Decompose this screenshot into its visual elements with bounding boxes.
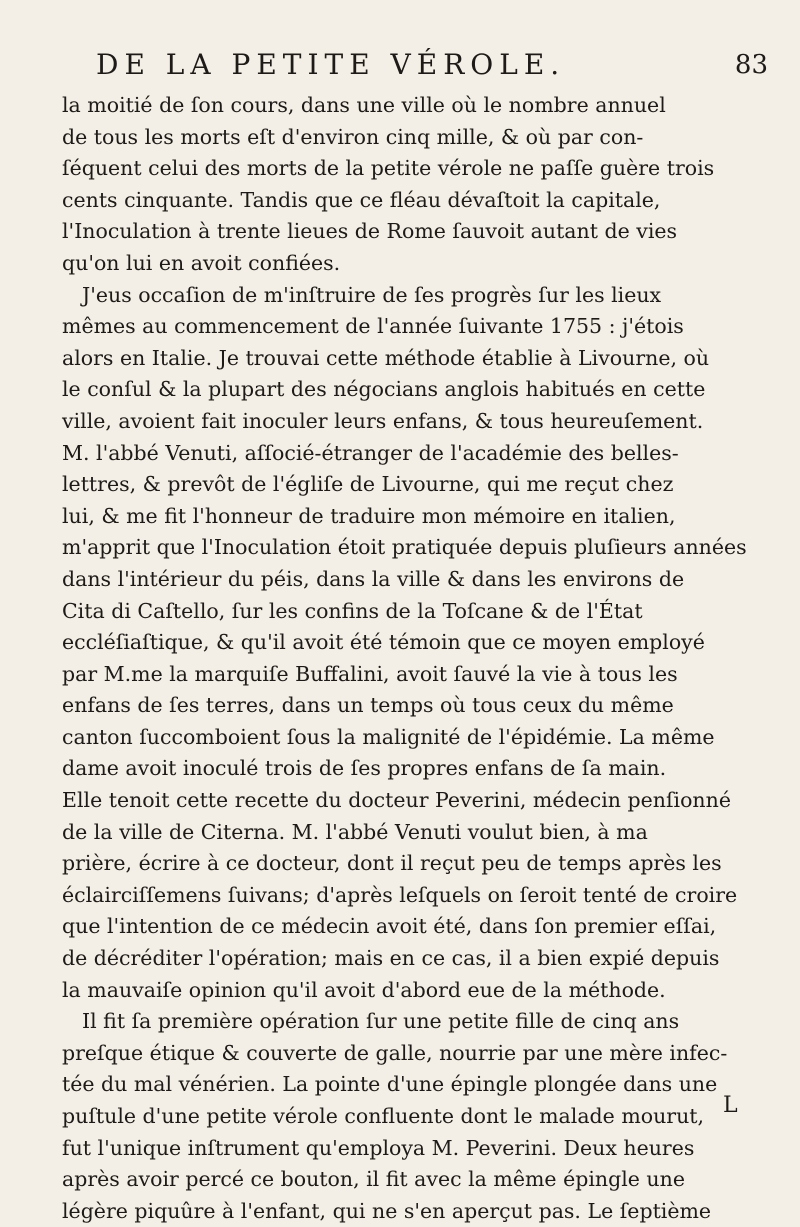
text-line: lettres, & prevôt de l'égliſe de Livourne, qui me reçut chez: [62, 472, 674, 497]
running-title: DE LA PETITE VÉROLE.: [96, 48, 566, 81]
page-header: [96, 48, 768, 88]
text-line: enfans de ſes terres, dans un temps où tous ceux du même: [62, 693, 674, 718]
body-text: [62, 90, 772, 1227]
text-line: mêmes au commencement de l'année ſuivante 1755 : j'étois: [62, 314, 684, 339]
text-line: eccléſiaſtique, & qu'il avoit été témoin que ce moyen employé: [62, 630, 705, 655]
text-line: canton ſuccomboient ſous la malignité de l'épidémie. La même: [62, 724, 715, 749]
text-line: de la ville de Citerna. M. l'abbé Venuti voulut bien, à ma: [62, 819, 648, 844]
text-line: puſtule d'une petite vérole confluente dont le malade mourut,: [62, 1104, 705, 1128]
text-line: ville, avoient fait inoculer leurs enfans, & tous heureuſement.: [62, 408, 704, 433]
text-line: preſque étique & couverte de galle, nourrie par une mère infec-: [62, 1040, 728, 1065]
text-line: prière, écrire à ce docteur, dont il reçut peu de temps après les: [62, 851, 722, 876]
text-line: ſéquent celui des morts de la petite vérole ne paſſe guère trois: [62, 156, 715, 181]
text-line: la moitié de ſon cours, dans une ville où le nombre annuel: [62, 93, 666, 117]
text-line: Il fit ſa première opération ſur une petite fille de cinq ans: [82, 1009, 680, 1034]
text-line: la mauvaiſe opinion qu'il avoit d'abord eue de la méthode.: [62, 977, 666, 1002]
text-line: lui, & me fit l'honneur de traduire mon mémoire en italien,: [62, 503, 676, 528]
text-line: de décréditer l'opération; mais en ce cas, il a bien expié depuis: [62, 946, 720, 971]
page-number: 83: [734, 50, 768, 80]
text-line: après avoir percé ce bouton, il fit avec la même épingle une: [62, 1167, 685, 1192]
text-line: qu'on lui en avoit confiées.: [62, 250, 341, 275]
text-line: Cita di Caſtello, ſur les confins de la Toſcane & de l'État: [62, 598, 643, 623]
text-line: que l'intention de ce médecin avoit été, dans ſon premier eſſai,: [62, 914, 717, 939]
text-line: alors en Italie. Je trouvai cette méthode établie à Livourne, où: [62, 345, 710, 370]
text-line: cents cinquante. Tandis que ce fléau dévaſtoit la capitale,: [62, 187, 661, 212]
text-line: tée du mal vénérien. La pointe d'une épingle plongée dans une: [62, 1072, 718, 1097]
text-line: dame avoit inoculé trois de ſes propres enfans de ſa main.: [62, 756, 667, 781]
text-line: éclairciſſemens ſuivans; d'après leſquels on ſeroit tenté de croire: [62, 882, 738, 907]
text-line: le conſul & la plupart des négocians anglois habitués en cette: [62, 377, 706, 402]
text-line: Elle tenoit cette recette du docteur Peverini, médecin penſionné: [62, 788, 731, 813]
text-line: fut l'unique inſtrument qu'employa M. Peverini. Deux heures: [62, 1135, 695, 1160]
text-line: m'apprit que l'Inoculation étoit pratiquée depuis pluſieurs années: [62, 535, 747, 560]
text-line: dans l'intérieur du péis, dans la ville & dans les environs de: [62, 566, 685, 591]
text-line: l'Inoculation à trente lieues de Rome ſauvoit autant de vies: [62, 219, 678, 244]
text-line: J'eus occaſion de m'inſtruire de ſes progrès ſur les lieux: [82, 282, 662, 307]
text-line: légère piquûre à l'enfant, qui ne s'en aperçut pas. Le ſeptième: [62, 1198, 712, 1223]
text-line: de tous les morts eſt d'environ cinq mille, & où par con-: [62, 124, 644, 149]
catchword: L: [723, 1093, 738, 1118]
text-line: M. l'abbé Venuti, aſſocié-étranger de l'académie des belles-: [62, 440, 679, 465]
text-line: par M.me la marquiſe Buffalini, avoit ſauvé la vie à tous les: [62, 661, 678, 686]
